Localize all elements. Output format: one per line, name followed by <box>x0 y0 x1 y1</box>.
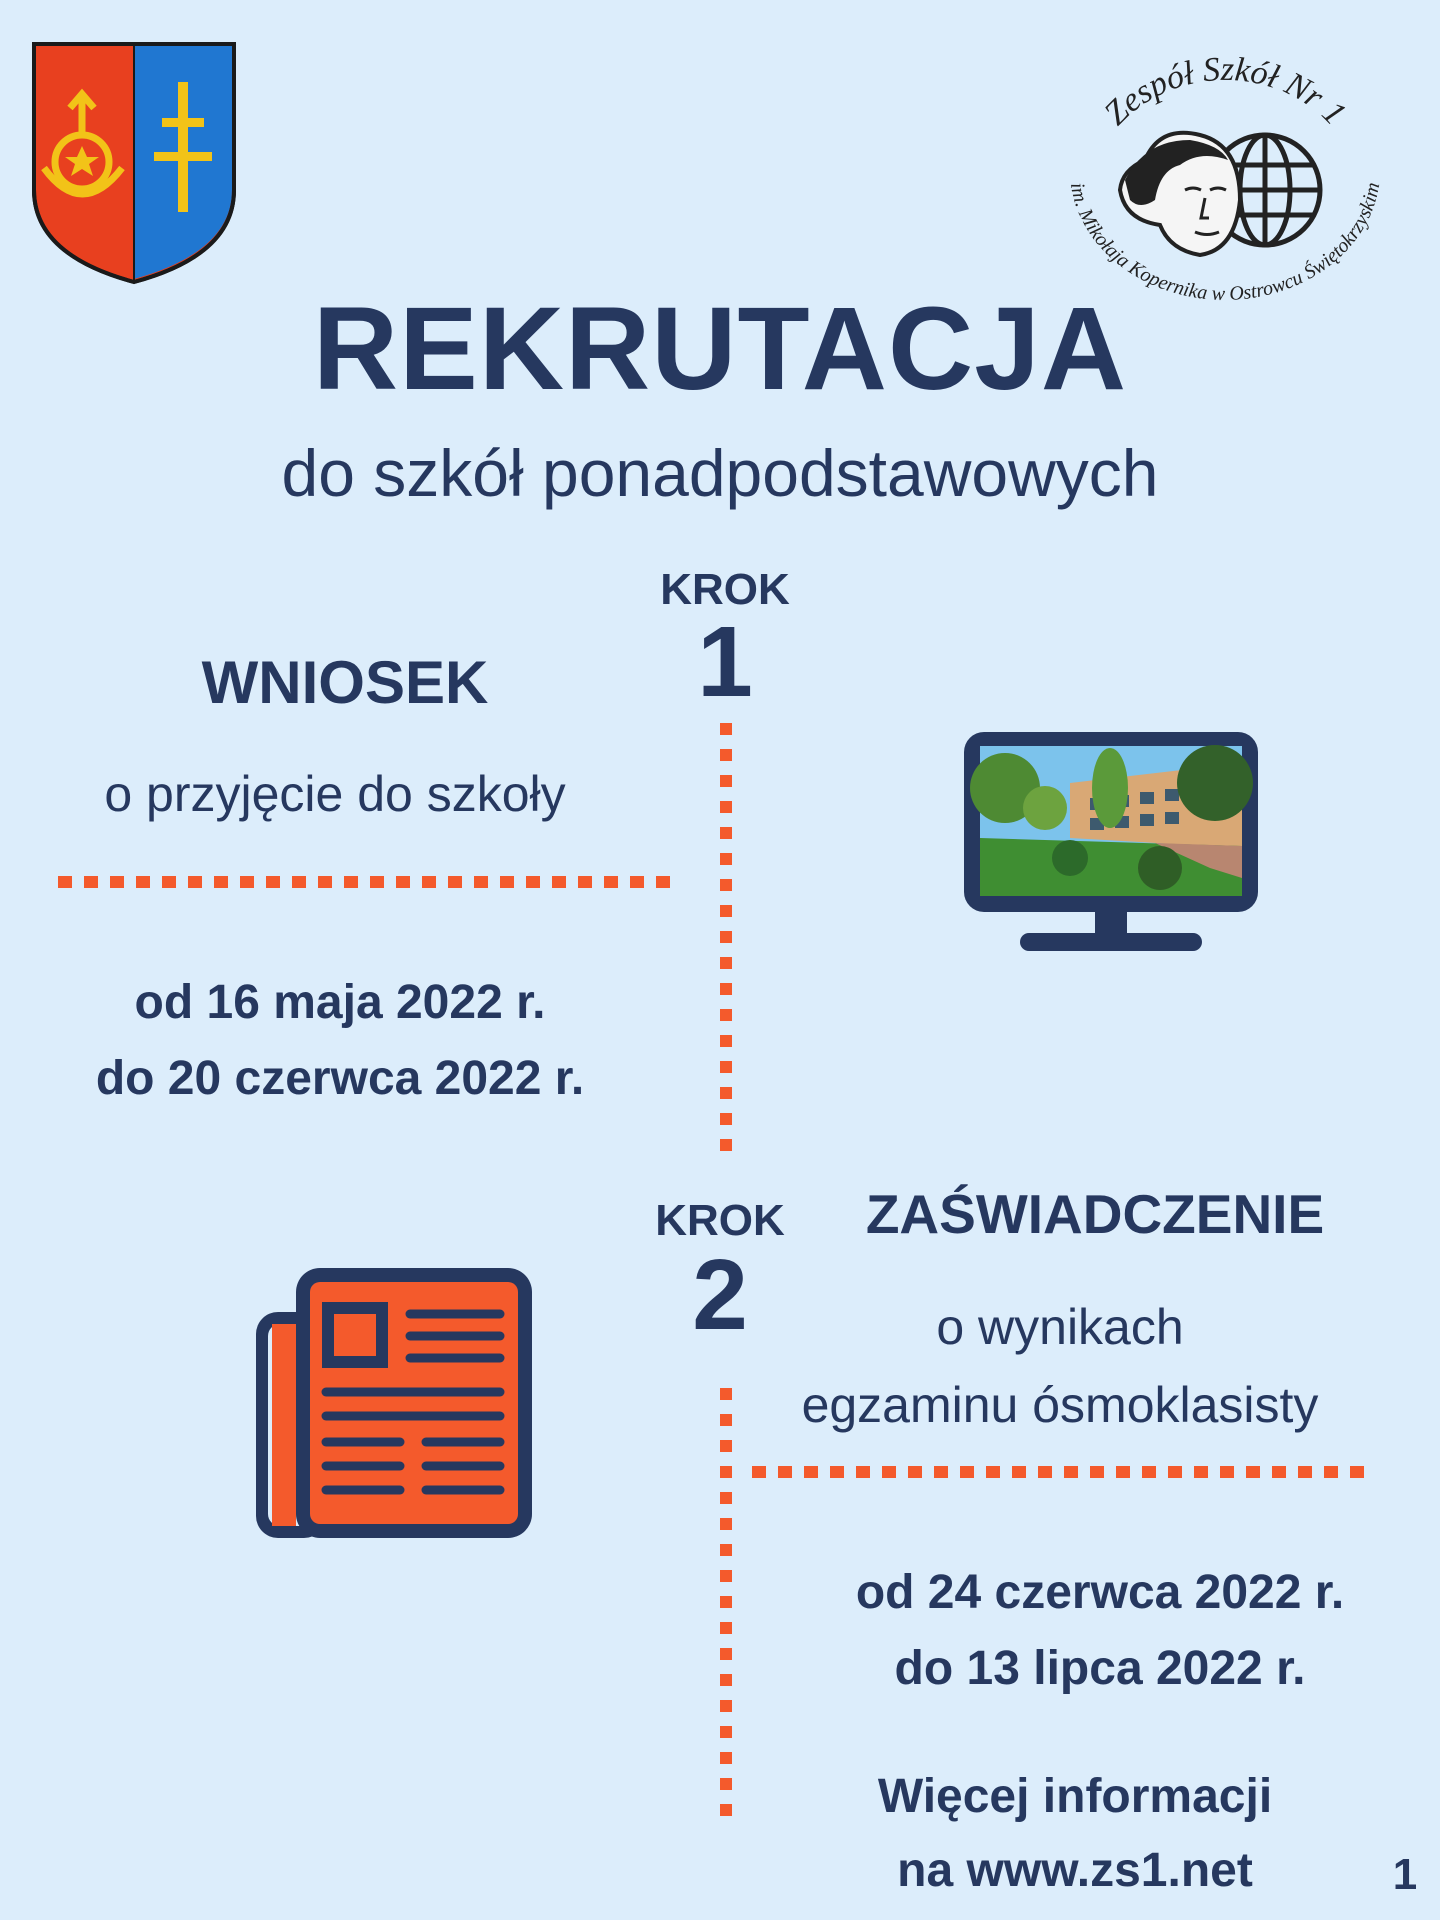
step1-title: WNIOSEK <box>201 649 489 716</box>
step1-date-start: od 16 maja 2022 r. <box>134 976 546 1029</box>
dotted-divider-horizontal <box>752 1466 1374 1478</box>
step2-number: 2 <box>692 1239 748 1351</box>
school-logo <box>1050 50 1400 310</box>
step1-dates <box>30 965 650 1117</box>
coat-of-arms-icon <box>30 40 238 286</box>
page-title: REKRUTACJA <box>312 283 1128 415</box>
more-info <box>825 1760 1325 1908</box>
step2-subtitle-line2: egzaminu ósmoklasisty <box>801 1377 1319 1433</box>
step1-krok-label: KROK <box>660 565 790 614</box>
newspaper-icon <box>250 1262 538 1544</box>
page-subtitle: do szkół ponadpodstawowych <box>281 436 1159 510</box>
step2-title: ZAŚWIADCZENIE <box>865 1183 1325 1245</box>
dotted-divider-horizontal <box>58 876 680 888</box>
page-number: 1 <box>1392 1850 1418 1899</box>
svg-text:Zespół Szkół Nr 1: Zespół Szkół Nr 1 <box>1097 50 1353 133</box>
step2-date-start: od 24 czerwca 2022 r. <box>855 1566 1345 1619</box>
website-link[interactable]: na www.zs1.net <box>897 1844 1253 1897</box>
step2-date-end: do 13 lipca 2022 r. <box>894 1642 1306 1695</box>
monitor-icon <box>960 728 1262 958</box>
step2-subtitle-line1: o wynikach <box>936 1299 1184 1355</box>
step1-date-end: do 20 czerwca 2022 r. <box>95 1052 585 1105</box>
step2-subtitle <box>740 1288 1380 1444</box>
dotted-divider-vertical <box>720 1388 732 1828</box>
step2-dates <box>820 1555 1380 1707</box>
step1-subtitle: o przyjęcie do szkoły <box>104 766 566 822</box>
step1-number: 1 <box>697 606 753 718</box>
step2-krok-label: KROK <box>655 1196 785 1245</box>
svg-text:im. Mikołaja Kopernika w Ostro: im. Mikołaja Kopernika w Ostrowcu Świętokrzyskim <box>1065 180 1385 306</box>
dotted-divider-vertical <box>720 723 732 1163</box>
more-info-line1: Więcej informacji <box>877 1770 1273 1823</box>
